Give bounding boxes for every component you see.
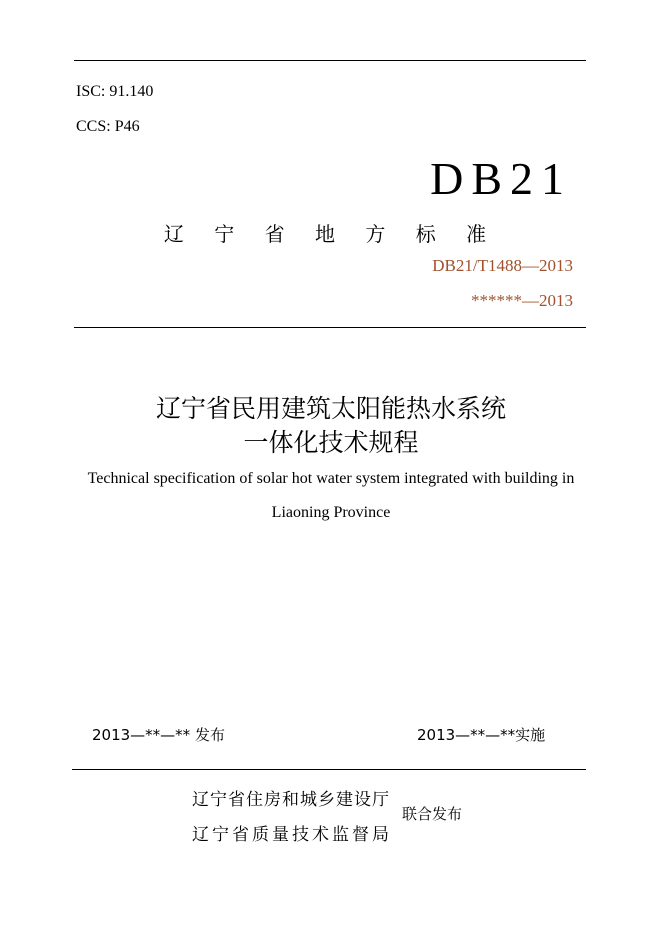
joint-issue-label: 联合发布 [402, 805, 463, 823]
standard-code: DB21 [430, 153, 572, 204]
issuer-quality-bureau: 辽宁省质量技术监督局 [192, 825, 392, 845]
footer-rule [72, 769, 586, 770]
title-zh-line2: 一体化技术规程 [243, 428, 419, 457]
isc-code: ISC: 91.140 [76, 83, 154, 100]
ccs-code: CCS: P46 [76, 118, 140, 135]
implementation-date: 2013—**—**实施 [417, 726, 546, 744]
standard-category: 辽 宁 省 地 方 标 准 [163, 222, 499, 246]
header-rule [74, 327, 586, 328]
issuer-housing-dept: 辽宁省住房和城乡建设厅 [192, 790, 390, 810]
replaces-number: ******—2013 [471, 291, 573, 310]
top-rule [74, 60, 586, 61]
title-zh-line1: 辽宁省民用建筑太阳能热水系统 [155, 394, 506, 423]
issue-date: 2013—**—** 发布 [92, 726, 225, 744]
standard-number: DB21/T1488—2013 [432, 256, 573, 275]
title-en: Technical specification of solar hot water system integrated with building in Liaoning Province [87, 470, 575, 521]
